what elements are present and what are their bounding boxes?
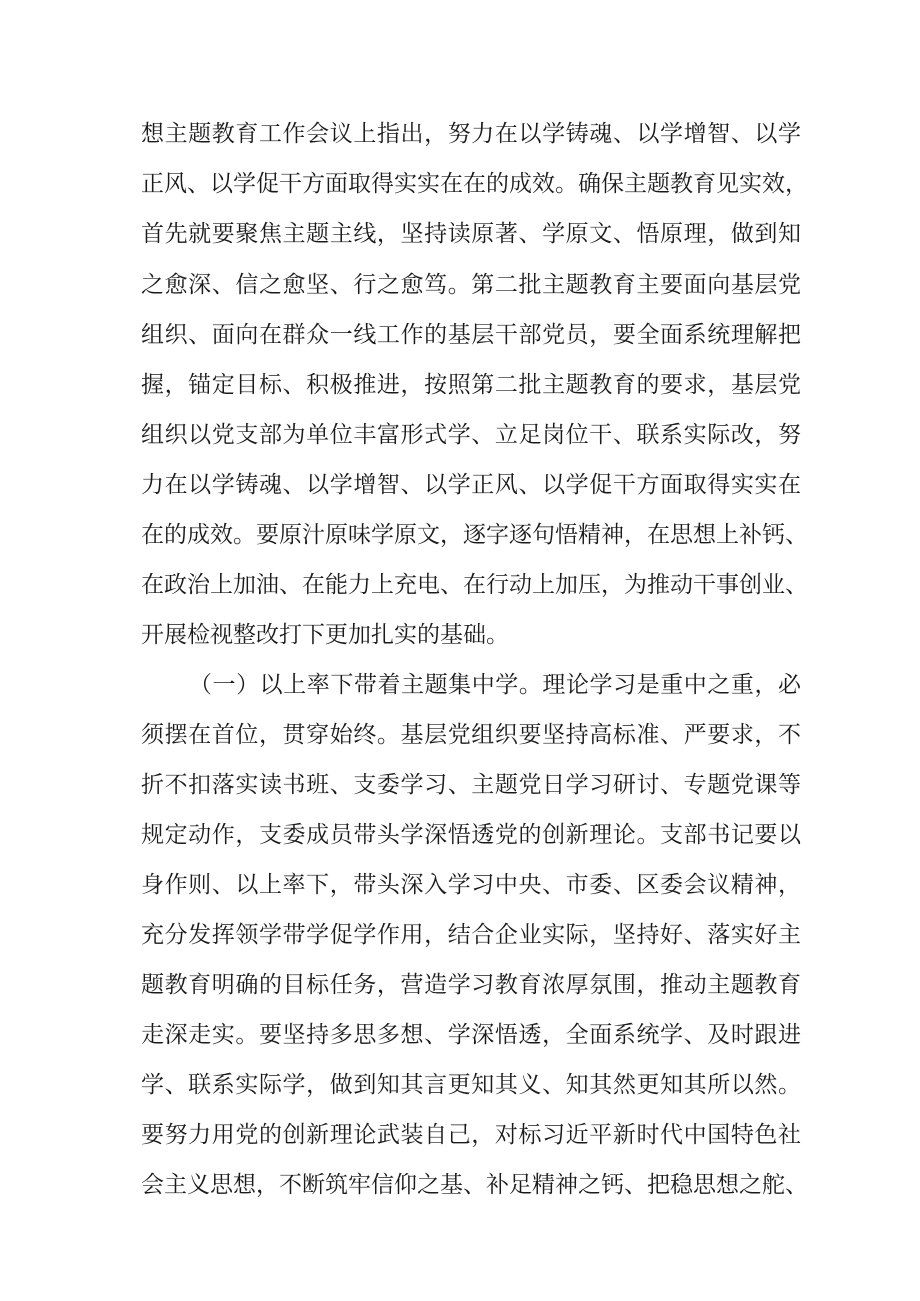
text-line-6: 握，锚定目标、积极推进，按照第二批主题教育的要求，基层党 <box>141 372 801 398</box>
text-line-9: 在的成效。要原汁原味学原文，逐字逐句悟精神，在思想上补钙、 <box>141 522 808 548</box>
text-line-13: 须摆在首位，贯穿始终。基层党组织要坚持高标准、严要求，不 <box>141 722 801 748</box>
text-line-19: 走深走实。要坚持多思多想、学深悟透，全面系统学、及时跟进 <box>141 1022 801 1048</box>
text-line-16: 身作则、以上率下，带头深入学习中央、市委、区委会议精神， <box>141 872 801 898</box>
text-line-15: 规定动作，支委成员带头学深悟透党的创新理论。支部书记要以 <box>141 822 801 848</box>
text-line-14: 折不扣落实读书班、支委学习、主题党日学习研讨、专题党课等 <box>141 772 801 798</box>
text-line-17: 充分发挥领学带学促学作用，结合企业实际，坚持好、落实好主 <box>141 922 801 948</box>
text-line-1: 想主题教育工作会议上指出，努力在以学铸魂、以学增智、以学 <box>141 121 801 147</box>
text-line-12: （一）以上率下带着主题集中学。理论学习是重中之重，必 <box>189 672 801 698</box>
text-line-11: 开展检视整改打下更加扎实的基础。 <box>141 622 509 648</box>
text-line-7: 组织以党支部为单位丰富形式学、立足岗位干、联系实际改，努 <box>141 422 801 448</box>
text-line-3: 首先就要聚焦主题主线，坚持读原著、学原文、悟原理，做到知 <box>141 221 801 247</box>
text-line-2: 正风、以学促干方面取得实实在在的成效。确保主题教育见实效， <box>141 171 808 197</box>
text-line-8: 力在以学铸魂、以学增智、以学正风、以学促干方面取得实实在 <box>141 472 801 498</box>
text-line-22: 会主义思想，不断筑牢信仰之基、补足精神之钙、把稳思想之舵、 <box>141 1172 808 1198</box>
text-line-4: 之愈深、信之愈坚、行之愈笃。第二批主题教育主要面向基层党 <box>141 272 801 298</box>
text-line-18: 题教育明确的目标任务，营造学习教育浓厚氛围，推动主题教育 <box>141 972 801 998</box>
text-line-5: 组织、面向在群众一线工作的基层干部党员，要全面系统理解把 <box>141 322 801 348</box>
text-line-10: 在政治上加油、在能力上充电、在行动上加压，为推动干事创业、 <box>141 572 808 598</box>
text-line-21: 要努力用党的创新理论武装自己，对标习近平新时代中国特色社 <box>141 1122 801 1148</box>
text-line-20: 学、联系实际学，做到知其言更知其义、知其然更知其所以然。 <box>141 1072 801 1098</box>
